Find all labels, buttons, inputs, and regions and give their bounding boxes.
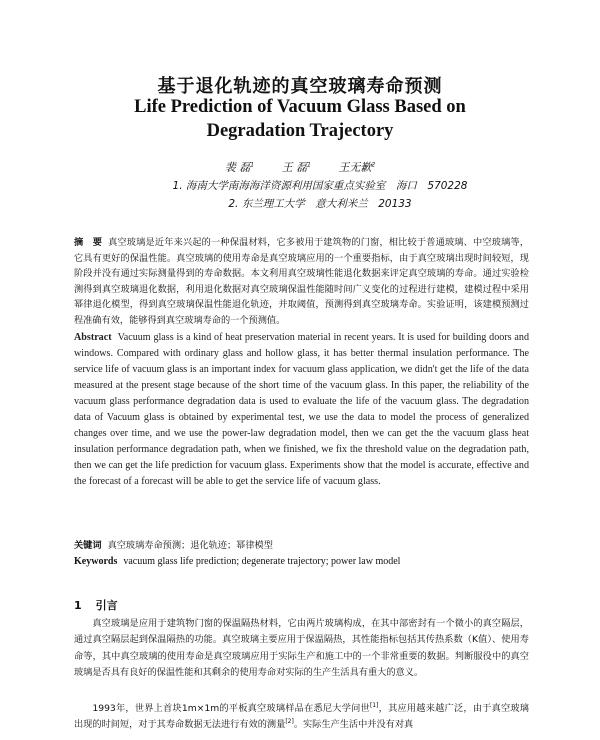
citation-1: [1]	[369, 701, 379, 709]
author-2: 王 磊$^1$	[281, 161, 311, 174]
section-number: 1	[74, 599, 82, 612]
author-1: 裴 磊$^1$	[224, 161, 255, 174]
author-list	[0, 159, 600, 175]
affiliation-1: 1. 海南大学南海海洋资源利用国家重点实验室 海口 570228	[172, 180, 468, 192]
english-abstract	[74, 330, 529, 490]
section-heading	[74, 597, 118, 613]
chinese-title: 基于退化轨迹的真空玻璃寿命预测	[157, 76, 443, 97]
section-title: 引言	[95, 599, 118, 612]
affiliation-2: 2. 东兰理工大学 意大利米兰 20133	[228, 198, 412, 210]
english-abstract-text: Vacuum glass is a kind of heat preservation material in recent years. It is used for building doors and windows. Compared with ordinary glass and hollow glass, it has better thermal insulation performance. The service life of vacuum glass is an important index for vacuum glass application, we didn't get the life of the data measured at the present stage because of the short time of the vacuum glass. In this paper, the reliability of the vacuum glass performance degradation data is used to evaluate the life of the vacuum glass. The degradation data of Vacuum glass is obtained by experimental test, we use the data to model the process of generalized changes over time, and we use the power-law degradation model, then we can get the the vacuum glass heat insulation performance degradation path, when we finished, we fix the threshold value on the degradation path, then we can get the life prediction for vacuum glass. Experiments show that the model is accurate, effective and the forecast of a forecast will be able to get the service life of vacuum glass.	[74, 332, 529, 487]
english-keywords-label: Keywords	[74, 556, 118, 567]
english-keywords	[74, 554, 529, 570]
english-abstract-label: Abstract	[74, 332, 112, 343]
paragraph-2-part-c: 。实际生产生活中并没有对真	[293, 719, 414, 731]
paragraph-2-part-a: 1993年，世界上首块1m×1m的平板真空玻璃样品在悉尼大学问世	[92, 703, 370, 714]
chinese-keywords-label: 关键词	[74, 540, 102, 551]
chinese-keywords	[74, 538, 529, 554]
chinese-abstract-label: 摘 要	[74, 237, 103, 248]
citation-2: [2]	[285, 718, 294, 726]
english-title-line1: Life Prediction of Vacuum Glass Based on	[134, 97, 466, 117]
body-paragraph-2	[74, 701, 529, 734]
english-keywords-text: vacuum glass life prediction; degenerate trajectory; power law model	[123, 556, 401, 567]
author-3: 王无歉$^2$	[338, 161, 376, 174]
body-paragraph-1: 真空玻璃是应用于建筑物门窗的保温隔热材料，它由两片玻璃构成，在其中部密封有一个微小的真空隔层，通过真空隔层起到保温隔热的功能。真空玻璃主要应用于保温隔热，其性能指标包括其传热系数（K值）、使用寿命等，其中真空玻璃的使用寿命是真空玻璃应用于实际生产和施工中的一个非常重要的数据。判断服役中的真空玻璃是否具有良好的保温性能和其剩余的使用寿命对实际的生产生活具有重大的意义。	[74, 618, 529, 679]
chinese-abstract	[74, 235, 529, 329]
chinese-abstract-text: 真空玻璃是近年来兴起的一种保温材料，它多被用于建筑物的门窗，相比较于普通玻璃、中空玻璃等，它具有更好的保温性能。真空玻璃的使用寿命是真空玻璃应用的一个重要指标，由于真空玻璃出现时间较短，现阶段并没有通过实际测量得到的寿命数据。本文利用真空玻璃性能退化数据来评定真空玻璃的寿命。通过实验检测得到真空玻璃退化数据，利用退化数据对真空玻璃保温性能随时间广义变化的过程进行建模，建模过程中采用幂律退化模型，得到真空玻璃保温性能退化轨迹，并取阈值，预测得到真空玻璃寿命。实验证明，该建模预测过程准确有效，能够得到真空玻璃寿命的一个预测值。	[74, 237, 530, 326]
chinese-keywords-text: 真空玻璃寿命预测；退化轨迹；幂律模型	[107, 540, 273, 551]
english-title-line2: Degradation Trajectory	[206, 121, 394, 141]
paragraph-2-part-b: ，其应用越来越广泛，由于真空玻璃出现的时间短，对于其寿命数据无法进行有效的测量	[74, 703, 529, 731]
